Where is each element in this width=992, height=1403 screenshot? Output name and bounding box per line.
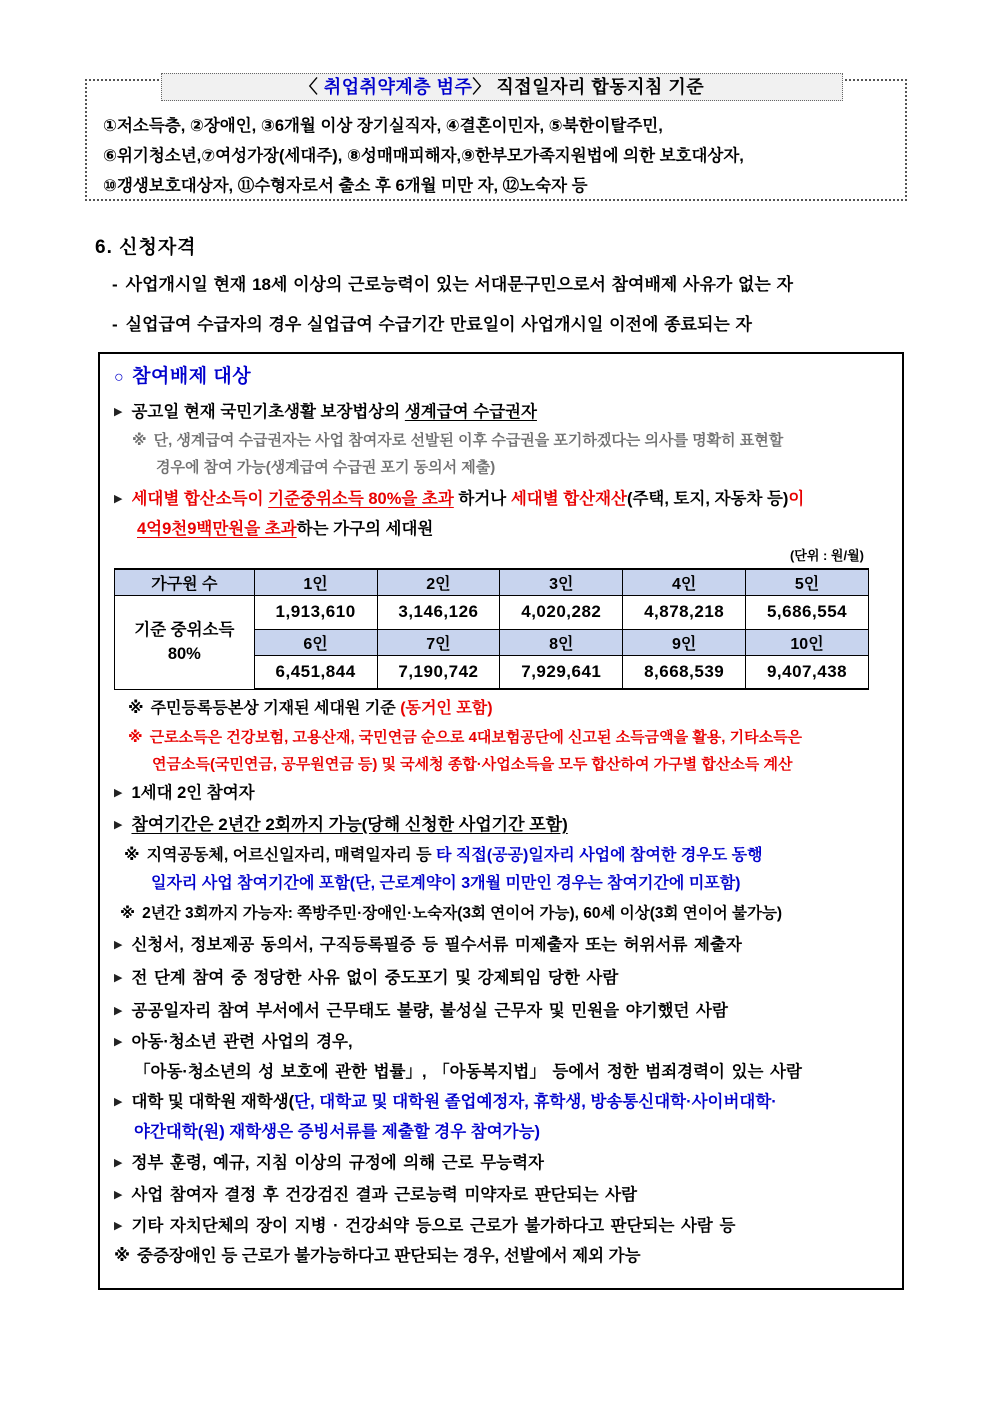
arrow-marker: ▶	[114, 787, 123, 799]
dash-marker: -	[112, 315, 118, 334]
box-title	[161, 73, 843, 101]
note-livelihood-waiver	[132, 427, 888, 481]
note2-red: (동거인 포함)	[400, 700, 493, 717]
table-value-row-1	[115, 595, 869, 629]
col-header: 7인	[377, 629, 500, 655]
arrow-marker: ▶	[114, 819, 123, 831]
item8-line1: 아동·청소년 관련 사업의 경우,	[131, 1033, 353, 1051]
title-bracket-open: 〈	[299, 77, 324, 97]
note1-line1: 단, 생계급여 수급권자는 사업 참여자로 선발된 이후 수급권을 포기하겠다는 의사를 명확히 표현할	[153, 432, 784, 449]
item2-seg5: (주택, 토지, 자동차 등)	[626, 490, 789, 508]
arrow-marker: ▶	[114, 1220, 123, 1232]
exclusion-item-dropout	[114, 962, 888, 995]
exclusion-item-basic-livelihood	[114, 397, 888, 427]
table-corner-cell: 가구원 수	[115, 569, 255, 595]
arrow-marker: ▶	[114, 1005, 123, 1017]
income-value: 7,929,641	[500, 655, 623, 689]
arrow-marker: ▶	[114, 1096, 123, 1108]
title-highlight: 취업취약계층 범주	[323, 77, 473, 97]
note4-blue2: 일자리 사업 참여기간에 포함(단, 근로계약이 3개월 미만인 경우는 참여기간에 미포함)	[151, 875, 741, 892]
exclusion-item-bad-attitude	[114, 995, 888, 1027]
col-header: 3인	[500, 569, 623, 595]
item11-text: 사업 참여자 결정 후 건강검진 결과 근로능력 미약자로 판단되는 사람	[131, 1186, 638, 1204]
row-label-line1: 기준 중위소득	[134, 621, 235, 639]
note1-line2: 경우에 참여 가능(생계급여 수급권 포기 동의서 제출)	[156, 459, 496, 476]
note-income-calculation	[128, 724, 888, 778]
income-value: 8,668,539	[623, 655, 746, 689]
arrow-marker: ▶	[114, 939, 123, 951]
qualification-text: 사업개시일 현재 18세 이상의 근로능력이 있는 서대문구민으로서 참여배제 사유가 없는 자	[125, 275, 794, 294]
col-header: 1인	[254, 569, 377, 595]
item5-text: 신청서, 정보제공 동의서, 구직등록필증 등 필수서류 미제출자 또는 허위서류 제출자	[131, 936, 742, 954]
item10-text: 정부 훈령, 예규, 지침 이상의 규정에 의해 근로 무능력자	[131, 1154, 544, 1172]
qualification-item	[112, 265, 912, 305]
arrow-marker: ▶	[114, 972, 123, 984]
note-household-register	[128, 694, 888, 724]
table-header-row-1	[115, 569, 869, 595]
row-label-cell	[115, 595, 255, 689]
exclusion-item-work-incapable	[114, 1147, 888, 1179]
exclusion-item-health-check	[114, 1179, 888, 1211]
section-heading: 6. 신청자격	[95, 237, 197, 258]
item1-pre: 공고일 현재 국민기초생활 보장법상의	[131, 403, 405, 421]
note4-black: 지역공동체, 어르신일자리, 매력일자리 등	[146, 847, 436, 864]
note-marker: ※	[128, 729, 143, 746]
arrow-marker: ▶	[114, 406, 123, 418]
col-header: 8인	[500, 629, 623, 655]
item2-seg8: 하는 가구의 세대원	[296, 520, 434, 538]
col-header: 4인	[623, 569, 746, 595]
note-severe-disability	[114, 1241, 888, 1271]
item4-text: 참여기간은 2년간 2회까지 가능(당해 신청한 사업기간 포함)	[131, 815, 568, 834]
dash-marker: -	[112, 275, 118, 294]
category-line-2: ⑥위기청소년,⑦여성가장(세대주), ⑧성매매피해자,⑨한부모가족지원법에 의한 보호대상자,	[103, 147, 744, 165]
category-line-1: ①저소득층, ②장애인, ③6개월 이상 장기실직자, ④결혼이민자, ⑤북한이탈주민,	[103, 117, 663, 135]
section6-items	[112, 265, 912, 345]
exclusion-item-illness	[114, 1211, 888, 1241]
qualification-item	[112, 305, 912, 345]
exclusion-item-two-per-household	[114, 778, 888, 808]
note3-line2: 연금소득(국민연금, 공무원연금 등) 및 국세청 종합·사업소득을 모두 합산하여 가구별 합산소득 계산	[152, 756, 793, 773]
item2-seg7: 4억9천9백만원을 초과	[137, 520, 297, 538]
col-header: 5인	[746, 569, 869, 595]
note-other-programs	[124, 842, 888, 898]
median-income-table	[114, 568, 869, 690]
item2-seg3: 하거나	[453, 490, 511, 508]
exclusion-heading-text: 참여배제 대상	[132, 366, 252, 387]
item2-seg2: 기준중위소득 80%을 초과	[268, 490, 454, 508]
item2-seg4: 세대별 합산재산	[510, 490, 627, 508]
note5-text: 2년간 3회까지 가능자: 쪽방주민·장애인·노숙자(3회 연이어 가능), 60세 이상(3회 연이어 불가능)	[142, 905, 783, 922]
income-value: 1,913,610	[254, 595, 377, 629]
income-value: 6,451,844	[254, 655, 377, 689]
income-value: 4,878,218	[623, 595, 746, 629]
income-value: 7,190,742	[377, 655, 500, 689]
title-rest: 〉 직접일자리 합동지침 기준	[472, 77, 705, 97]
arrow-marker: ▶	[114, 1157, 123, 1169]
item6-text: 전 단계 참여 중 정당한 사유 없이 중도포기 및 강제퇴임 당한 사람	[131, 969, 619, 987]
item2-seg6: 이	[788, 490, 805, 508]
note-marker: ※	[114, 1247, 131, 1265]
note4-blue1: 타 직접(공공)일자리 사업에 참여한 경우도 동행	[436, 847, 763, 864]
arrow-marker: ▶	[114, 1036, 123, 1048]
vulnerable-groups-box	[85, 79, 907, 201]
table-unit-label: (단위 : 원/월)	[789, 548, 864, 563]
note6-text: 중증장애인 등 근로가 불가능하다고 판단되는 경우, 선발에서 제외 가능	[137, 1247, 641, 1265]
income-value: 3,146,126	[377, 595, 500, 629]
qualification-text: 실업급여 수급자의 경우 실업급여 수급기간 만료일이 사업개시일 이전에 종료되는 자	[125, 315, 752, 334]
item9-blue2: 야간대학(원) 재학생은 증빙서류를 제출할 경우 참여가능)	[134, 1123, 541, 1141]
note2-black: 주민등록등본상 기재된 세대원 기준	[150, 700, 401, 717]
note-marker: ※	[120, 905, 136, 922]
item12-text: 기타 자치단체의 장이 지병 · 건강쇠약 등으로 근로가 불가하다고 판단되는 사람 등	[131, 1217, 736, 1235]
arrow-marker: ▶	[114, 1189, 123, 1201]
note-marker: ※	[124, 847, 140, 864]
exclusion-criteria-box	[98, 352, 904, 1290]
item2-seg1: 세대별 합산소득이	[131, 490, 269, 508]
note3-line1: 근로소득은 건강보험, 고용산재, 국민연금 순으로 4대보험공단에 신고된 소득금액을 활용, 기타소득은	[149, 729, 803, 746]
row-label-line2: 80%	[167, 645, 201, 663]
col-header: 10인	[746, 629, 869, 655]
income-value: 9,407,438	[746, 655, 869, 689]
exclusion-item-income-asset	[114, 484, 888, 544]
note-marker: ※	[132, 432, 147, 449]
income-value: 5,686,554	[746, 595, 869, 629]
income-value: 4,020,282	[500, 595, 623, 629]
col-header: 2인	[377, 569, 500, 595]
col-header: 6인	[254, 629, 377, 655]
note-marker: ※	[128, 700, 144, 717]
item9-blue1: 단, 대학교 및 대학원 졸업예정자, 휴학생, 방송통신대학·사이버대학·	[294, 1093, 777, 1111]
item3-text: 1세대 2인 참여자	[131, 784, 255, 802]
item7-text: 공공일자리 참여 부서에서 근무태도 불량, 불성실 근무자 및 민원을 야기했던 사람	[131, 1002, 728, 1020]
note-three-times-eligible	[120, 898, 888, 929]
exclusion-item-participation-period	[114, 808, 888, 842]
col-header: 9인	[623, 629, 746, 655]
exclusion-item-students	[114, 1087, 888, 1147]
arrow-marker: ▶	[114, 493, 123, 505]
circle-marker: ○	[114, 369, 125, 386]
category-line-3: ⑩갱생보호대상자, ⑪수형자로서 출소 후 6개월 미만 자, ⑫노숙자 등	[103, 177, 588, 195]
item8-line2: 「아동·청소년의 성 보호에 관한 법률」, 「아동복지법」 등에서 정한 범죄경력이 있는 사람	[134, 1063, 802, 1081]
exclusion-item-child-related	[114, 1027, 888, 1087]
exclusion-item-missing-documents	[114, 929, 888, 962]
exclusion-heading	[114, 364, 888, 391]
item1-underlined: 생계급여 수급권자	[404, 403, 537, 421]
item9-black: 대학 및 대학원 재학생(	[131, 1093, 295, 1111]
